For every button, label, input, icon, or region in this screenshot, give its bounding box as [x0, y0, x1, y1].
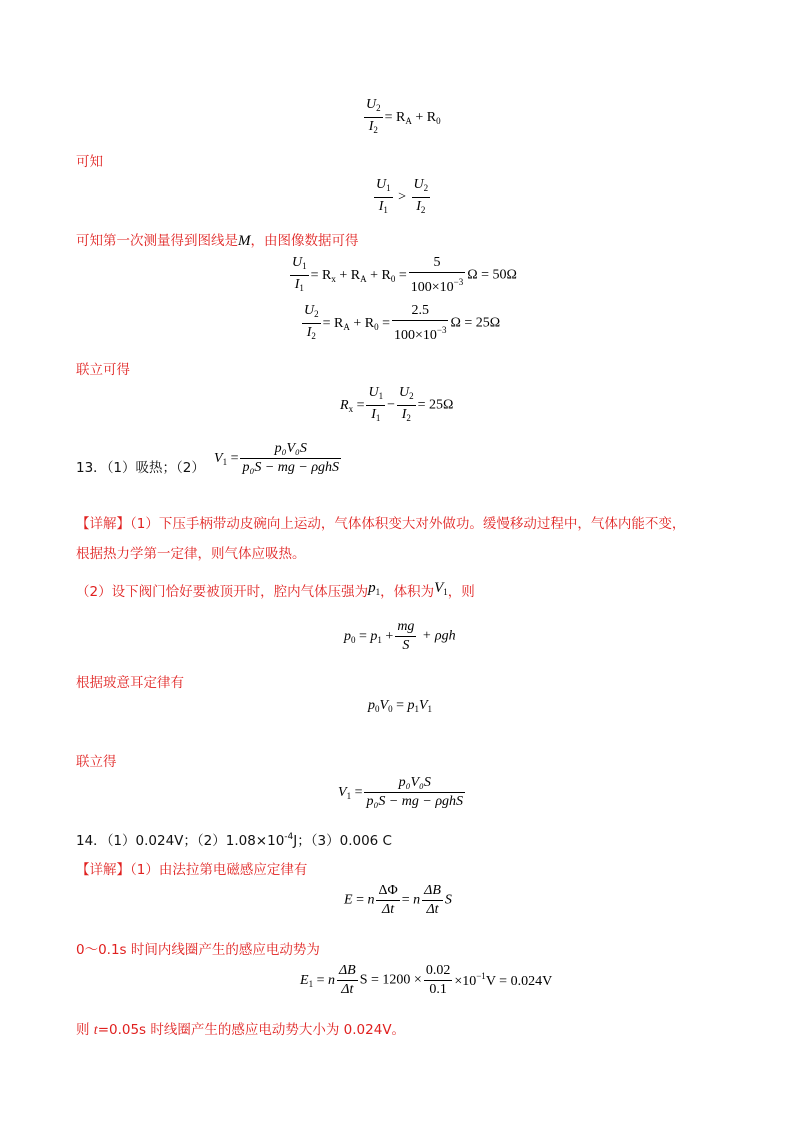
text-lianli-de: 联立得 [76, 754, 117, 770]
equation-v1-final: $V_1$ = $\frac{\text{p₀V₀S}}{\text{p₀S − mg − ρghS}}$ [338, 775, 464, 809]
equation-compare: $\frac{U_1}{I_1}$ > $\frac{U_2}{I_2}$ [376, 177, 429, 215]
q13-answer: 13．（1）吸热；（2） [76, 460, 205, 476]
text-keshi: 可知 [76, 154, 103, 170]
equation-p0: $p_0 = p_1$ + $\frac{mg}{S}$ + ρgh [344, 619, 456, 653]
equation-u2-i2: $\frac{U_2}{I_2}$ = $R_A + R_0$ [366, 97, 441, 135]
q14-detail-1: 【详解】（1）由法拉第电磁感应定律有 [76, 862, 308, 878]
text-first-measure: 可知第一次测量得到图线是M，由图像数据可得 [76, 233, 359, 249]
q14-answer: 14．（1）0.024V；$(2)1.08\times 10^{-4}J$；（3）0.006 C [76, 832, 392, 849]
q13-detail-3: （2）设下阀门恰好要被顶开时，腔内气体压强为$p_1$，体积为$V_1$，则 [76, 580, 475, 600]
q13-detail-1: 【详解】（1）下压手柄带动皮碗向上运动，气体体积变大对外做功。缓慢移动过程中，气体内能不变， [76, 516, 686, 532]
q14-detail-2: 0～0.1s 时间内线圈产生的感应电动势为 [76, 942, 320, 958]
equation-faraday: E = n $\frac{\Delta\Phi}{\Delta t}$ = n $\frac{\Delta B}{\Delta t}$ S [344, 883, 452, 917]
equation-rx-sum: $\frac{U_1}{I_1}$ = $R_x + R_A + R_0$ = $\frac{5}{100\times 10^{-3}}$ Ω = 50Ω [292, 255, 517, 295]
equation-e1: $E_1 = n$ $\frac{\Delta B}{\Delta t}$ S = 1200 × $\frac{0.02}{0.1}$ $\times 10^{-1}V = 0.024V$ [300, 963, 553, 997]
equation-ra-sum: $\frac{U_2}{I_2}$ = $R_A + R_0$ = $\frac{2.5}{100\times 10^{-3}}$ Ω = 25Ω [304, 303, 501, 343]
text-boyle-law: 根据玻意耳定律有 [76, 675, 184, 691]
text-lianli-keder: 联立可得 [76, 362, 130, 378]
equation-boyle: $p_0V_0 = p_1V_1$ [368, 698, 433, 714]
eq1-rhs: = R [384, 109, 406, 125]
q14-detail-3: 则 t=0.05s 时线圈产生的感应电动势大小为 0.024V。 [76, 1022, 406, 1038]
q13-detail-2: 根据热力学第一定律，则气体应吸热。 [76, 546, 306, 562]
equation-rx-result: $R_x$ = $\frac{U_1}{I_1}$ − $\frac{U_2}{I_2}$ = 25Ω [340, 385, 454, 423]
equation-v1-answer: $V_1$ = $\frac{\text{p₀V₀S}}{\text{p₀S − mg − ρghS}}$ [214, 441, 340, 475]
